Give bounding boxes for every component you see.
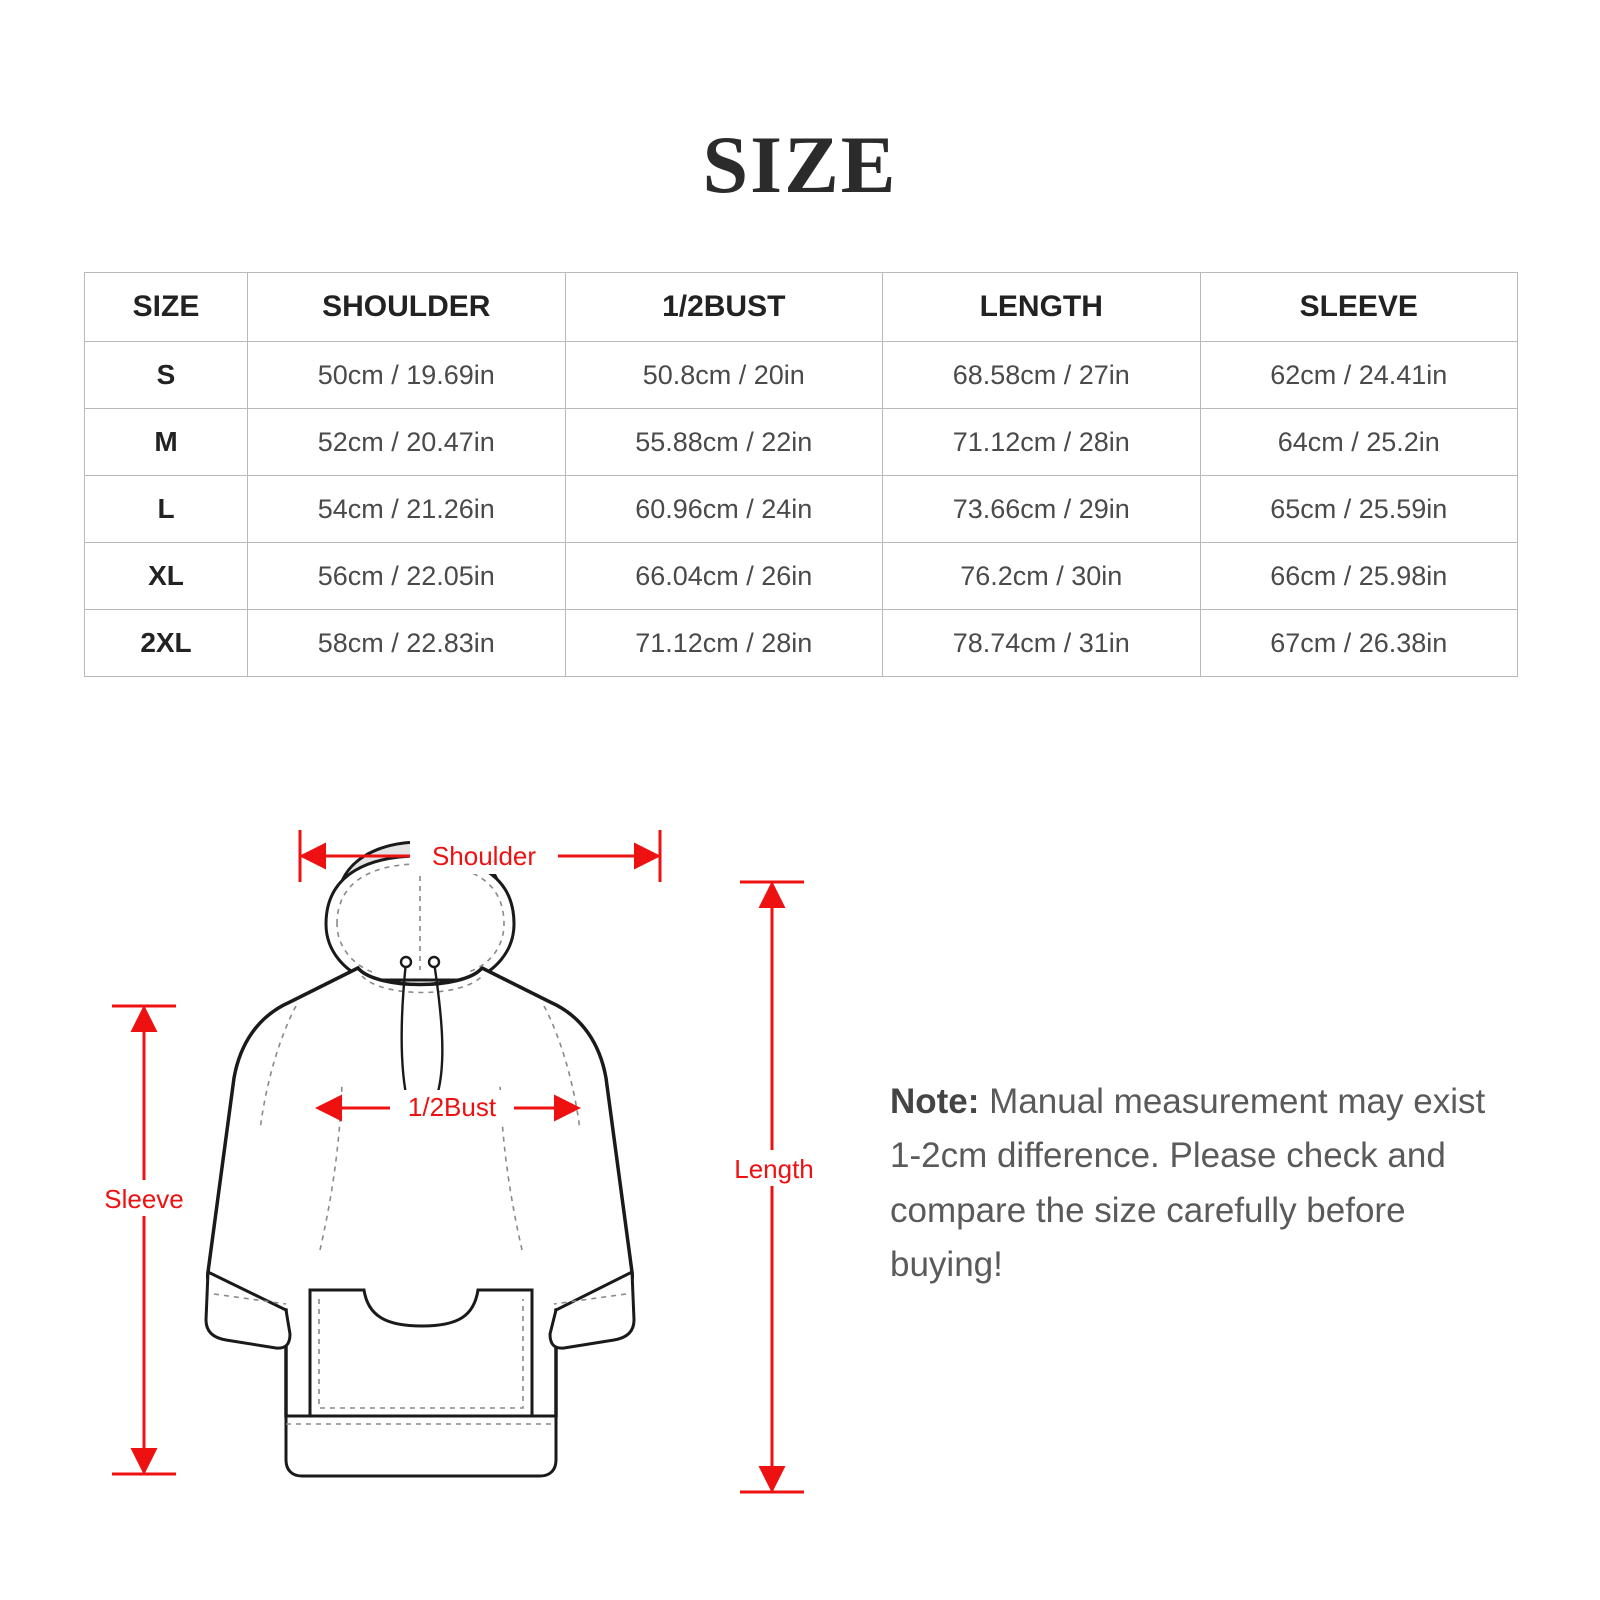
bust-label: 1/2Bust [407, 1092, 497, 1122]
table-row [85, 476, 1518, 543]
cell-length: 68.58cm / 27in [883, 342, 1201, 409]
cell-shoulder: 58cm / 22.83in [248, 610, 566, 677]
note-block [890, 1075, 1510, 1292]
cell-sleeve: 62cm / 24.41in [1200, 342, 1518, 409]
cell-bust: 60.96cm / 24in [565, 476, 883, 543]
cell-size: 2XL [85, 610, 248, 677]
length-measure-arrow [740, 882, 804, 1492]
cell-length: 78.74cm / 31in [883, 610, 1201, 677]
table-header-sleeve: SLEEVE [1200, 273, 1518, 342]
table-header-size: SIZE [85, 273, 248, 342]
cell-bust: 55.88cm / 22in [565, 409, 883, 476]
cell-length: 73.66cm / 29in [883, 476, 1201, 543]
table-header-shoulder: SHOULDER [248, 273, 566, 342]
cell-length: 71.12cm / 28in [883, 409, 1201, 476]
note-label: Note: [890, 1082, 980, 1121]
page-title: SIZE [702, 119, 898, 210]
note-text: Manual measurement may exist 1-2cm difference. Please check and compare the size carefully before buying! [890, 1082, 1486, 1284]
sleeve-label: Sleeve [104, 1184, 184, 1214]
table-row [85, 342, 1518, 409]
table-row [85, 610, 1518, 677]
sleeve-measure-arrow [112, 1006, 176, 1474]
cell-shoulder: 54cm / 21.26in [248, 476, 566, 543]
shoulder-label: Shoulder [431, 841, 537, 871]
cell-size: S [85, 342, 248, 409]
cell-size: XL [85, 543, 248, 610]
size-chart-table [84, 272, 1518, 677]
cell-shoulder: 56cm / 22.05in [248, 543, 566, 610]
cell-shoulder: 50cm / 19.69in [248, 342, 566, 409]
cell-bust: 66.04cm / 26in [565, 543, 883, 610]
table-header-bust: 1/2BUST [565, 273, 883, 342]
cell-bust: 71.12cm / 28in [565, 610, 883, 677]
cell-sleeve: 65cm / 25.59in [1200, 476, 1518, 543]
table-header-row [85, 273, 1518, 342]
cell-sleeve: 67cm / 26.38in [1200, 610, 1518, 677]
cell-shoulder: 52cm / 20.47in [248, 409, 566, 476]
cell-bust: 50.8cm / 20in [565, 342, 883, 409]
cell-size: M [85, 409, 248, 476]
cell-size: L [85, 476, 248, 543]
table-header-length: LENGTH [883, 273, 1201, 342]
table-row [85, 409, 1518, 476]
cell-length: 76.2cm / 30in [883, 543, 1201, 610]
length-label: Length [734, 1154, 814, 1184]
table-row [85, 543, 1518, 610]
cell-sleeve: 66cm / 25.98in [1200, 543, 1518, 610]
garment-diagram [90, 820, 850, 1520]
cell-sleeve: 64cm / 25.2in [1200, 409, 1518, 476]
